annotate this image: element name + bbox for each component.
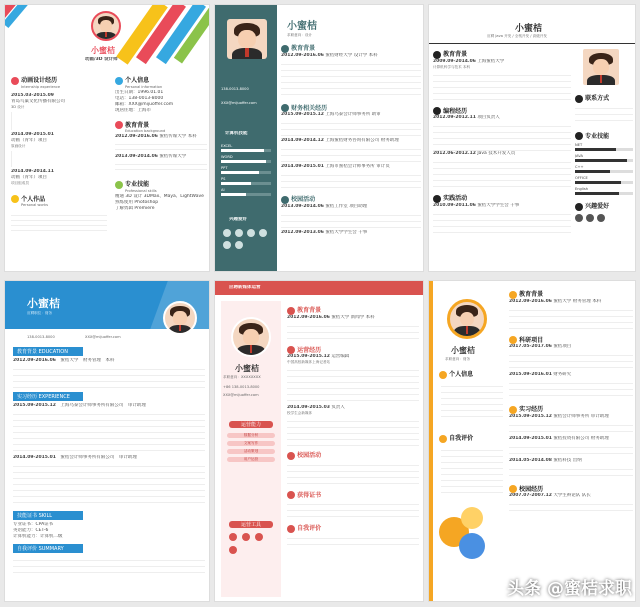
skill-line: 专业证书：CPA证书 — [13, 522, 54, 527]
campus-org: 蜜桔工作室 — [325, 203, 348, 209]
experience-section — [11, 75, 107, 231]
campus-date: 2012.09-2013.06 — [281, 229, 324, 235]
text-placeholder — [509, 305, 633, 331]
photoshop-icon — [255, 533, 263, 541]
main-column — [13, 347, 205, 577]
work-role: 运营编辑 — [331, 354, 350, 359]
section-title: 教育背景 — [287, 305, 419, 315]
work-org: 校学生会新媒体 — [287, 411, 313, 415]
graduation-icon — [281, 45, 289, 53]
section-subtitle: Personal works — [21, 203, 48, 207]
flask-icon — [509, 336, 517, 344]
work-date: 2015.09-2015.12 — [281, 112, 324, 117]
section-title: 教育背景 — [433, 49, 571, 59]
ability-list — [227, 433, 275, 462]
ability-tag: 文案写作 — [227, 441, 275, 446]
skill-bar-row — [221, 144, 271, 152]
travel-icon — [223, 241, 231, 249]
right-column — [115, 75, 207, 212]
skill-level-bar — [221, 160, 271, 163]
section-title: 校园活动 — [281, 194, 421, 204]
text-placeholder — [115, 140, 207, 154]
section-title: 自我评价 — [439, 433, 473, 443]
practice-org: 蜜桔大学学生会 — [477, 202, 509, 208]
campus-role: 项目助理 — [349, 203, 368, 209]
skill-label: NET — [575, 143, 583, 147]
skill-bar-row — [575, 154, 633, 162]
work-org: 上海乌泰会计师事务所 — [325, 112, 371, 117]
phone: 138-0013-8000 — [221, 87, 249, 91]
edu-degree: 本科 — [105, 358, 115, 363]
practice-date: 2010.09-2011.06 — [433, 202, 476, 208]
info-line: 电话：138-0013-8000 — [115, 95, 164, 101]
contact-title: 联系方式 — [575, 93, 633, 103]
edu-school: 蜜桔财经大学 — [325, 52, 353, 58]
stripe-decoration — [125, 4, 210, 67]
edu-date: 2013.09-2014.06 — [115, 154, 158, 159]
candidate-name: 小蜜桔 — [27, 297, 60, 310]
research-date: 2017.05-2017.06 — [509, 344, 552, 349]
comment-icon — [287, 525, 295, 533]
practice-org: 蜜桔科技 — [553, 457, 572, 463]
avatar — [163, 301, 197, 335]
section-title: 教育背景 — [281, 43, 421, 53]
phone-icon — [575, 95, 583, 103]
text-placeholder — [281, 118, 421, 138]
skill-label: JAVA — [575, 154, 583, 158]
edu-school: 上海蜜桔大学 — [477, 58, 505, 64]
text-placeholder — [287, 460, 419, 486]
skill-bar-row — [221, 166, 271, 174]
exp-org: 动画（青年）项目 — [11, 137, 47, 143]
text-placeholder — [509, 378, 633, 400]
skill-bar-row — [221, 177, 271, 185]
edu-major: 财务管理 — [572, 298, 591, 304]
avatar — [447, 299, 487, 339]
skill-label: C++ — [575, 165, 584, 169]
section-header: 技能证书 SKILL — [13, 511, 83, 520]
exp-date: 2014.09-2014.11 — [11, 168, 54, 174]
edu-major: 计算机科学与技术 本科 — [433, 64, 471, 69]
sidebar-hobby-title: 兴趣爱好 — [229, 217, 247, 222]
work-org: 上海蜜桔财务咨询有限公司 — [325, 138, 380, 143]
edu-major: 财务管理 — [82, 358, 101, 363]
research-name: 财务研究 — [553, 372, 572, 377]
text-placeholder — [13, 555, 205, 577]
briefcase-icon — [11, 77, 19, 85]
section-title: 个人作品 — [11, 194, 107, 204]
flag-icon — [281, 196, 289, 204]
briefcase-icon — [287, 346, 295, 354]
text-placeholder — [287, 499, 419, 519]
resume-card-3[interactable] — [428, 4, 636, 272]
edu-school: 蜜桔传媒大学 — [159, 154, 187, 159]
text-placeholder — [441, 445, 503, 493]
section-header: 实习经历 EXPERIENCE — [13, 392, 83, 401]
text-placeholder — [281, 59, 421, 99]
subtitle: 求职意向：财务 — [445, 357, 471, 361]
text-placeholder — [287, 416, 419, 446]
user-icon — [11, 195, 19, 203]
sport-icon — [235, 241, 243, 249]
campus-org: 大学生辩论队 — [553, 493, 581, 498]
text-placeholder — [509, 442, 633, 458]
text-placeholder — [287, 321, 419, 341]
skill-label: English — [575, 187, 588, 191]
edu-date: 2012.09-2016.06 — [13, 358, 56, 363]
sidebar-section-header: 运营能力 — [229, 421, 273, 428]
section-title: 运营经历 — [287, 345, 419, 355]
hobby-icons — [575, 214, 633, 222]
section-title: 校园活动 — [287, 450, 419, 460]
section-subtitle: Internship experience — [21, 84, 61, 89]
briefcase-icon — [281, 104, 289, 112]
edu-row — [115, 134, 207, 140]
skill-line: 熟练使用 Photoshop — [115, 199, 159, 205]
star-icon — [439, 435, 447, 443]
work-date: 2014.09-2015.03 — [287, 405, 330, 410]
certificate-icon — [287, 491, 295, 499]
campus-org: 蜜桔大学学生会 — [325, 229, 357, 235]
practice-org: 蜜桔投资有限公司 — [553, 435, 590, 441]
text-placeholder — [287, 533, 419, 549]
avatar — [583, 49, 619, 85]
football-icon — [586, 214, 594, 222]
watermark: 头条 @蜜桔求职 — [507, 579, 632, 599]
text-placeholder — [13, 461, 205, 507]
edu-major: 新闻学 本科 — [350, 314, 375, 320]
text-placeholder — [433, 121, 571, 151]
skill-label: AI — [221, 188, 225, 192]
skill-bar-row — [575, 176, 633, 184]
flag-icon — [287, 452, 295, 460]
campus-date: 2013.09-2014.06 — [281, 203, 324, 209]
edu-date: 2012.09-2016.06 — [287, 314, 330, 320]
resume-card-1[interactable] — [4, 4, 210, 272]
hobby-title: 兴趣爱好 — [575, 201, 633, 211]
section-title: 财务相关经历 — [281, 103, 421, 113]
edu-school: 蜜桔传媒大学 — [159, 134, 187, 139]
section-subtitle: Personal information — [125, 84, 163, 89]
email: XXX@mijuoffer.com — [221, 101, 257, 105]
candidate-name: 小蜜桔 — [91, 46, 115, 55]
skill-level-bar — [575, 159, 633, 162]
subtitle: 求职意向：设计 — [287, 33, 313, 37]
subtitle: 求职意向：XXXXXXXX — [223, 375, 261, 379]
text-placeholder — [509, 499, 633, 515]
text-placeholder — [115, 160, 207, 174]
main-column — [509, 289, 633, 515]
section-title: 获得证书 — [287, 490, 419, 500]
skill-level-bar — [575, 181, 633, 184]
practice-date: 2015.09-2015.12 — [509, 413, 552, 419]
text-placeholder — [287, 365, 419, 405]
book-icon — [247, 229, 255, 237]
orange-band — [429, 281, 433, 602]
resume-card-4[interactable] — [4, 280, 210, 602]
email: XXX@mijuoffer.com — [85, 335, 121, 339]
skill-level-bar — [221, 193, 271, 196]
practice-role: 干事 — [510, 202, 520, 208]
graduation-icon — [433, 51, 441, 59]
skill-bars — [221, 141, 271, 196]
exp-date: 2015.03-2015.09 — [11, 92, 54, 98]
section-title: 教育背景 — [509, 289, 633, 299]
skill-level-bar — [221, 171, 271, 174]
skill-bar-row — [575, 165, 633, 173]
edu-degree: 本科 — [592, 298, 602, 304]
skill-line: 英语能力：CET-6 — [13, 528, 49, 533]
exp-org: 青岛鸟巢文化传播有限公司 — [11, 98, 65, 104]
work-role: 助审 — [371, 112, 381, 117]
skill-bar-row — [221, 155, 271, 163]
music-icon — [223, 229, 231, 237]
campus-date: 2007.07-2007.12 — [509, 493, 552, 498]
exp-org: 上海乌泰会计师事务所有限公司 — [60, 403, 124, 408]
edu-school: 蜜桔大学 — [331, 314, 350, 320]
skill-level-bar — [575, 148, 633, 151]
section-subtitle: Education background — [125, 129, 166, 133]
divider — [429, 43, 636, 44]
header-title: 应聘新媒体运营 — [229, 285, 261, 290]
project-date: 2012.09-2012.11 — [433, 115, 476, 120]
avatar — [227, 19, 267, 59]
section-header: 教育背景 EDUCATION — [13, 347, 83, 356]
exp-date: 2014.09-2015.01 — [11, 131, 54, 137]
ability-tag: 活动策划 — [227, 449, 275, 454]
exp-date: 2014.09-2015.01 — [13, 455, 56, 460]
text-placeholder — [575, 103, 633, 125]
skill-bar-row — [575, 143, 633, 151]
resume-card-2[interactable] — [214, 4, 424, 272]
practice-date: 2014.09-2015.01 — [509, 435, 552, 441]
candidate-name: 小蜜桔 — [515, 24, 543, 34]
main-column — [433, 49, 571, 233]
resume-card-6[interactable] — [428, 280, 636, 602]
skill-label: WORD — [221, 155, 233, 159]
exp-org: 蜜桔会计师事务所有限公司 — [60, 455, 115, 460]
section-title: 个人信息 — [439, 369, 473, 379]
flag-icon — [509, 485, 517, 493]
skill-bar-row — [575, 187, 633, 195]
phone: 138-0013-8000 — [27, 335, 55, 339]
section-subtitle: Professional skills — [125, 188, 157, 193]
graduation-icon — [287, 307, 295, 315]
info-line: 邮箱：XXX@mijuoffer.com — [115, 101, 174, 107]
book-icon — [597, 214, 605, 222]
section-title: 编程经历 — [433, 106, 571, 116]
section-title: 专业技能 — [115, 179, 207, 189]
edu-date: 2012.09-2016.06 — [115, 134, 158, 139]
game-icon — [259, 229, 267, 237]
music-icon — [575, 214, 583, 222]
skill-line: 精通 3D 设计 3DMax、Maya、LightWave — [115, 193, 204, 199]
campus-role: 队长 — [581, 493, 591, 498]
exp-role: 原画设计 — [11, 143, 26, 148]
section-title: 校园经历 — [509, 484, 633, 494]
heart-icon — [575, 203, 583, 211]
sidebar-section-header: 运营工具 — [229, 521, 273, 528]
text-placeholder — [11, 211, 107, 231]
person-icon — [115, 77, 123, 85]
section-title: 动画设计经历 — [11, 75, 107, 85]
exp-role: 审计助理 — [127, 403, 146, 408]
skill-level-bar — [575, 170, 633, 173]
job-title: 动画/3D 设计师 — [85, 57, 118, 62]
work-role: 负责人 — [331, 405, 345, 410]
section-header: 自我评价 SUMMARY — [13, 544, 83, 553]
research-date: 2015.09-2016.01 — [509, 372, 552, 377]
circle-decoration — [439, 507, 499, 567]
work-date: 2015.09-2015.12 — [287, 354, 330, 359]
briefcase-icon — [509, 406, 517, 414]
text-placeholder — [433, 70, 571, 100]
user-icon — [439, 371, 447, 379]
side-column — [575, 49, 633, 222]
section-title: 实习经历 — [509, 404, 633, 414]
stripe-decoration-left — [4, 4, 35, 29]
edu-major: 设计学 本科 — [353, 52, 378, 58]
edu-date: 2012.09-2016.06 — [509, 298, 552, 304]
main-column — [287, 305, 419, 549]
info-line: 出生日期：1996.01.01 — [115, 89, 164, 95]
text-placeholder — [441, 381, 503, 421]
ability-tag: 用户运营 — [227, 457, 275, 462]
skill-title: 专业技能 — [575, 131, 633, 141]
campus-row — [281, 230, 421, 236]
text-placeholder — [281, 144, 421, 164]
info-line: 现居住地：上海市 — [115, 107, 151, 113]
ability-tag: 数据分析 — [227, 433, 275, 438]
section-title: 教育背景 — [115, 120, 207, 130]
work-role: 审计员 — [376, 164, 390, 169]
text-placeholder — [509, 350, 633, 372]
resume-card-5[interactable] — [214, 280, 424, 602]
skill-level-bar — [221, 182, 271, 185]
work-org: 中国高校新媒体上海记者站 — [287, 360, 331, 364]
skill-label: OFFICE — [575, 176, 588, 180]
code-icon — [433, 107, 441, 115]
exp-role: 3D 设计 — [11, 104, 25, 109]
text-placeholder — [509, 420, 633, 436]
wechat-icon — [229, 533, 237, 541]
flag-icon — [433, 195, 441, 203]
text-placeholder — [281, 170, 421, 190]
practice-date: 2014.05-2014.08 — [509, 457, 552, 463]
skill-level-bar — [221, 149, 271, 152]
skill-bars — [575, 143, 633, 195]
project-date: 2012.06-2012.12 — [433, 151, 476, 156]
text-placeholder — [509, 464, 633, 480]
section-title: 个人信息 — [115, 75, 207, 85]
exp-role: 审计助理 — [118, 455, 137, 460]
hobby-icons — [223, 229, 271, 249]
camera-icon — [235, 229, 243, 237]
work-date: 2014.09-2015.01 — [281, 164, 324, 169]
exp-role: 项目组成员 — [11, 180, 29, 185]
graduation-icon — [509, 291, 517, 299]
practice-role: 出纳 — [572, 457, 582, 463]
email: XXX@mijuoffer.com — [223, 393, 259, 397]
edu-major: 本科 — [187, 134, 197, 139]
skill-label: PPT — [221, 166, 228, 170]
practice-role: 财务助理 — [590, 435, 609, 441]
text-placeholder — [13, 409, 205, 455]
tool-icons — [229, 533, 275, 554]
text-placeholder — [433, 209, 571, 233]
skill-level-bar — [575, 192, 633, 195]
weibo-icon — [242, 533, 250, 541]
text-placeholder — [433, 157, 571, 187]
gear-icon — [575, 132, 583, 140]
candidate-name: 小蜜桔 — [235, 364, 259, 373]
section-title: 自我评价 — [287, 523, 419, 533]
sidebar-skills-title: 计算机技能 — [225, 131, 248, 136]
excel-icon — [229, 546, 237, 554]
section-title: 科研项目 — [509, 335, 633, 345]
research-name: 蜜桔项目 — [553, 344, 572, 349]
work-date: 2014.09-2014.12 — [281, 138, 324, 143]
project-name: 项目负责人 — [477, 115, 500, 120]
job-title: 应聘职位：财务 — [27, 311, 53, 315]
avatar — [231, 317, 271, 357]
work-role: 财务助理 — [380, 138, 399, 143]
edu-date: 2009.09-2014.06 — [433, 58, 476, 64]
text-placeholder — [281, 210, 421, 230]
phone: +86 138-0013-8000 — [223, 385, 260, 389]
graduation-icon — [115, 121, 123, 129]
edu-school: 蜜桔大学 — [60, 358, 79, 363]
skill-label: PS — [221, 177, 226, 181]
exp-date: 2015.09-2015.12 — [13, 403, 56, 408]
exp-org: 动画（青年）项目 — [11, 174, 47, 180]
text-placeholder — [13, 364, 205, 388]
skill-line: 了解剪辑 Premiere — [115, 205, 155, 211]
candidate-name: 小蜜桔 — [451, 346, 475, 355]
edu-date: 2012.09-2016.06 — [281, 52, 324, 58]
avatar — [91, 11, 121, 41]
practice-role: 审计助理 — [590, 413, 609, 419]
candidate-name: 小蜜桔 — [287, 21, 317, 32]
skill-line: 计算机能力：计算机二级 — [13, 534, 63, 539]
campus-role: 干事 — [358, 229, 368, 235]
practice-org: 蜜桔会计师事务所 — [553, 413, 590, 419]
section-title: 实践活动 — [433, 193, 571, 203]
subtitle: 应聘 Java 开发 / 全栈开发 / 高级开发 — [487, 34, 547, 38]
tools-icon — [115, 181, 123, 189]
skill-label: EXCEL — [221, 144, 233, 148]
work-org: 上海市蜜桔会计师事务所 — [325, 164, 375, 169]
project-name: Java 技术开发人员 — [477, 151, 516, 156]
edu-school: 蜜桔大学 — [553, 298, 572, 304]
skill-bar-row — [221, 188, 271, 196]
main-column — [281, 43, 421, 236]
